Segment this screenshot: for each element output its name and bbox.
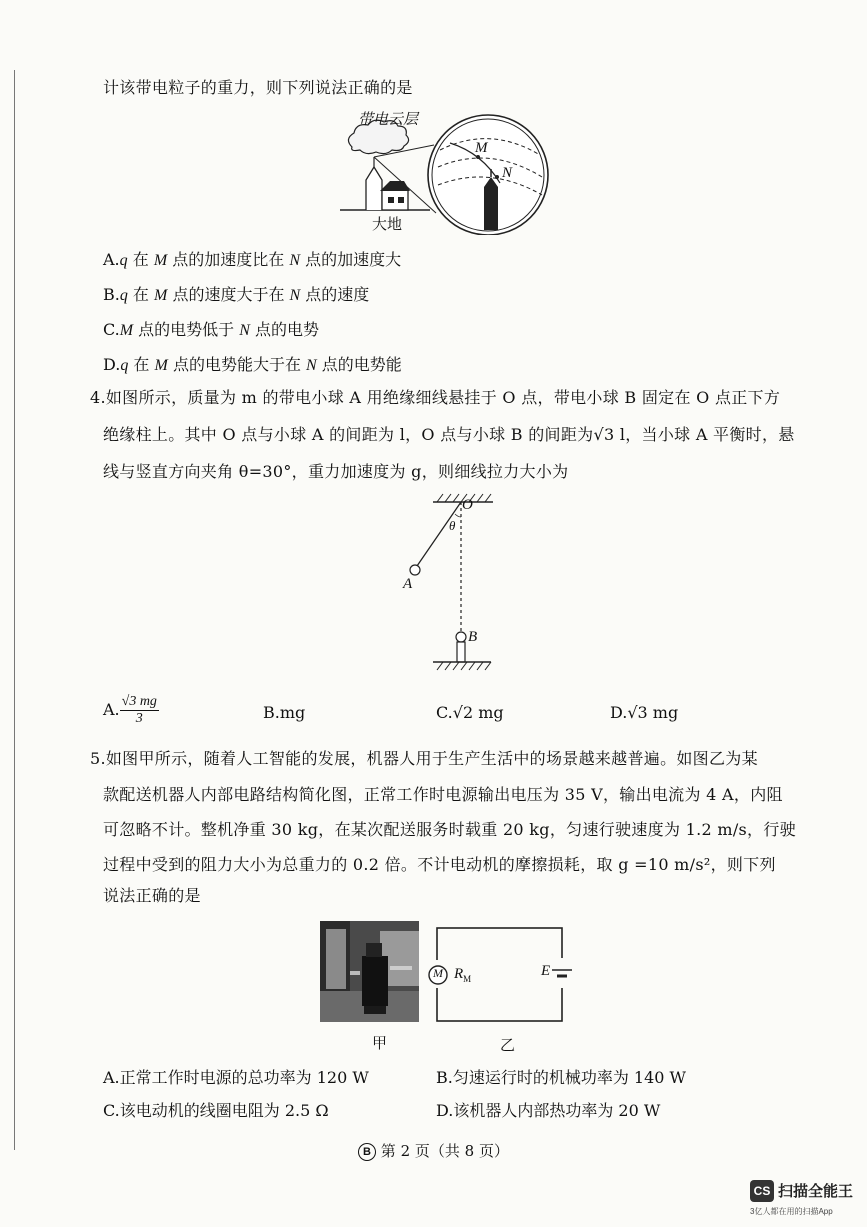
emf-label: E — [541, 963, 551, 979]
house — [382, 190, 408, 210]
circuit-diagram — [425, 920, 575, 1030]
ground-label: 大地 — [372, 215, 403, 233]
figure-jia-label: 甲 — [372, 1034, 388, 1052]
page-margin-line — [14, 70, 15, 1150]
page-number: 第 2 页（共 8 页） — [380, 1142, 509, 1160]
point-n-label: N — [502, 165, 513, 181]
point-m-label: M — [475, 140, 488, 156]
q5-option-c[interactable]: C.该电动机的线圈电阻为 2.5 Ω — [103, 1101, 329, 1120]
watermark-sub: 3亿人都在用的扫描App — [750, 1207, 833, 1216]
string-oa — [417, 502, 461, 566]
page-footer — [0, 1140, 867, 1161]
q5-line-3: 可忽略不计。整机净重 30 kg，在某次配送服务时载重 20 kg，匀速行驶速度为 1.2 m/s，行驶 — [103, 820, 796, 839]
paper-version-badge: B — [358, 1143, 376, 1161]
q4-option-d[interactable]: D.√3 mg — [610, 703, 679, 722]
ball-a — [410, 565, 420, 575]
cs-logo-icon: CS — [750, 1180, 774, 1202]
q3-option-d[interactable]: D.q 在 M 点的电势能大于在 N 点的电势能 — [103, 355, 402, 374]
q5-line-5: 说法正确的是 — [103, 886, 201, 905]
figure-yi-label: 乙 — [500, 1036, 516, 1054]
point-o-label: O — [462, 497, 473, 513]
q3-intro: 计该带电粒子的重力，则下列说法正确的是 — [103, 78, 413, 97]
motor-label: M — [433, 966, 443, 980]
q5-line-2: 款配送机器人内部电路结构简化图，正常工作时电源输出电压为 35 V，输出电流为 4 A，内阻 — [103, 785, 783, 804]
ball-a-label: A — [403, 576, 413, 592]
q4-option-b[interactable]: B.mg — [263, 703, 306, 722]
q4-line-3: 线与竖直方向夹角 θ=30°，重力加速度为 g，则细线拉力大小为 — [103, 462, 569, 481]
q3-option-a[interactable]: A.q 在 M 点的加速度比在 N 点的加速度大 — [103, 250, 402, 269]
q4-line-1: 4.如图所示，质量为 m 的带电小球 A 用绝缘细线悬挂于 O 点，带电小球 B 固定在 O 点正下方 — [90, 388, 781, 407]
ball-b-label: B — [468, 629, 478, 645]
robot-photo — [320, 921, 419, 1022]
cloud-label: 带电云层 — [358, 112, 419, 128]
q4-option-a[interactable]: A. $\frac{√3 mg}{3}$ — [103, 694, 157, 726]
q3-option-b[interactable]: B.q 在 M 点的速度大于在 N 点的速度 — [103, 285, 370, 304]
q5-line-1: 5.如图甲所示，随着人工智能的发展，机器人用于生产生活中的场景越来越普遍。如图乙为某 — [90, 749, 758, 768]
q5-option-d[interactable]: D.该机器人内部热功率为 20 W — [436, 1101, 661, 1120]
q5-option-b[interactable]: B.匀速运行时的机械功率为 140 W — [436, 1068, 687, 1087]
q4-option-c[interactable]: C.√2 mg — [436, 703, 504, 722]
insulating-pillar — [457, 642, 465, 662]
ball-b — [456, 632, 466, 642]
q5-line-4: 过程中受到的阻力大小为总重力的 0.2 倍。不计电动机的摩擦损耗，取 g =10 m/s²，则下列 — [103, 855, 776, 874]
q4-figure — [395, 490, 535, 680]
q5-option-a[interactable]: A.正常工作时电源的总功率为 120 W — [103, 1068, 369, 1087]
q3-option-c[interactable]: C.M 点的电势低于 N 点的电势 — [103, 320, 320, 339]
watermark-name: 扫描全能王 — [778, 1183, 854, 1200]
rm-label: $R_M$ — [454, 966, 472, 984]
building-tower — [366, 167, 382, 210]
q4-line-2: 绝缘柱上。其中 O 点与小球 A 的间距为 l，O 点与小球 B 的间距为√3 l，当小球 A 平衡时，悬 — [103, 425, 795, 444]
lightning-rod — [484, 177, 498, 230]
angle-theta-label: θ — [449, 518, 456, 533]
